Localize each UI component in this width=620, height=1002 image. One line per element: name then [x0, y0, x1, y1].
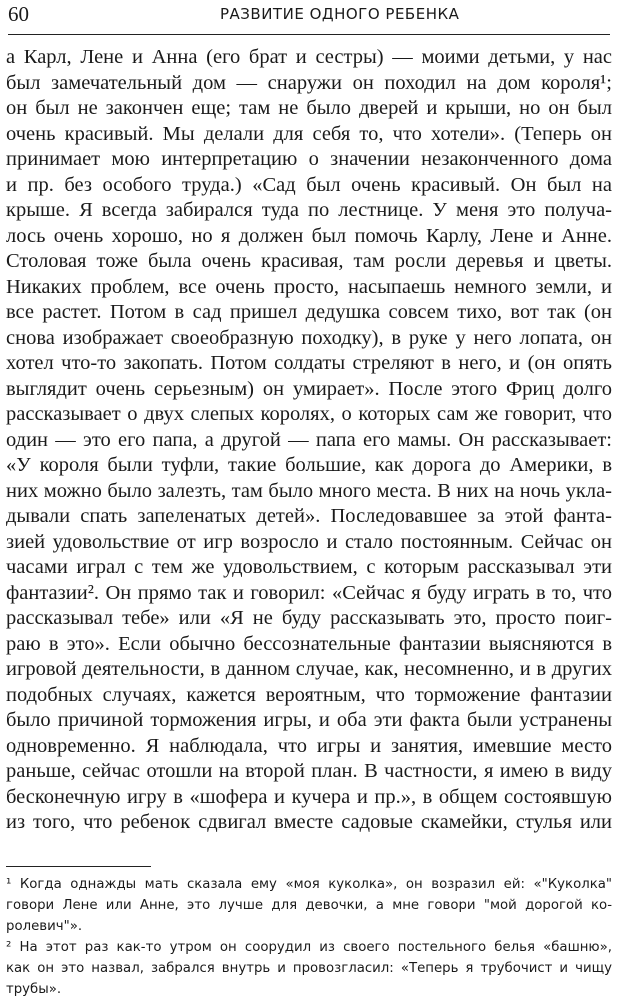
text-line: них можно было залезть, там было много места. В них на ночь укла-: [6, 479, 612, 502]
text-line: часами играл с тем же удовольствием, с которым рассказывал эти: [6, 556, 612, 578]
footnote-divider: [6, 866, 151, 867]
text-line: один — это его папа, а другой — папа его мамы. Он рассказывает:: [6, 428, 612, 451]
footnote-line: трубы».: [6, 982, 62, 997]
text-line: рассказывает о двух слепых королях, о которых сам же говорит, что: [6, 403, 612, 425]
text-line: был замечательный дом — снаружи он походил на дом короля¹;: [6, 71, 612, 94]
text-line: выглядит очень серьезным) он умирает». После этого Фриц долго: [6, 377, 612, 400]
footnote-line: ¹ Когда однажды мать сказала ему «моя куколка», он возразил ей: «"Куколка": [6, 877, 612, 892]
text-line: лось очень хорошо, но я должен был помочь Карлу, Лене и Анне.: [6, 224, 612, 247]
text-line: игровой деятельности, в данном случае, как, несомненно, и в других: [6, 658, 612, 680]
text-line: зией удовольствие от игр возросло и стало постоянным. Сейчас он: [6, 530, 612, 553]
text-line: дывали спать запеленатых детей». Последовавшее за этой фанта-: [6, 505, 612, 527]
footnote-line: ² На этот раз как-то утром он соорудил из своего постельного белья «башню»,: [6, 940, 612, 955]
text-line: Никаких проблем, все очень просто, насыпаешь немного земли, и: [6, 275, 612, 298]
text-line: одновременно. Я наблюдала, что игры и занятия, имевшие место: [6, 734, 612, 757]
text-line: раю в это». Если обычно бессознательные фантазии выясняются в: [6, 632, 612, 655]
footnotes: [6, 874, 612, 1000]
text-line: Столовая тоже была очень красивая, там росли деревья и цветы.: [6, 250, 612, 272]
text-line: подобных случаях, кажется вероятным, что торможение фантазии: [6, 683, 612, 706]
footnote-line: ролевич"».: [6, 919, 83, 934]
text-line: а Карл, Лене и Анна (его брат и сестры) — моими детьми, у нас: [6, 46, 612, 68]
footnote-line: как он это назвал, забрался внутрь и провозгласил: «Теперь я трубочист и чищу: [6, 961, 612, 976]
main-text: [6, 45, 612, 836]
text-line: раньше, сейчас отошли на второй план. В частности, я имею в виду: [6, 760, 612, 782]
text-line: очень красивый. Мы делали для себя то, что хотели». (Теперь он: [6, 122, 612, 145]
text-line: бесконечную игру в «шофера и кучера и пр.», в общем состоявшую: [6, 785, 612, 808]
text-line: крыше. Я всегда забирался туда по лестнице. У меня это получа-: [6, 199, 612, 221]
running-header: [8, 0, 610, 35]
text-line: снова изображает своеобразную походку), в руке у него лопата, он: [6, 326, 612, 349]
text-line: фантазии². Он прямо так и говорил: «Сейчас я буду играть в то, что: [6, 581, 612, 604]
text-line: хотел что-то закопать. Потом солдаты стреляют в него, и (он опять: [6, 352, 612, 374]
text-line: рассказывал тебе» или «Я не буду рассказывать это, просто поиг-: [6, 607, 612, 629]
text-line: он был не закончен еще; там не было дверей и крыши, но он был: [6, 97, 612, 119]
text-line: «У короля были туфли, такие большие, как дорога до Америки, в: [6, 454, 612, 476]
text-line: и пр. без особого труда.) «Сад был очень красивый. Он был на: [6, 173, 612, 196]
running-title: РАЗВИТИЕ ОДНОГО РЕБЕНКА: [220, 5, 460, 23]
text-line: было причиной торможения игры, и оба эти факта были устранены: [6, 709, 612, 731]
footnote-line: говори Лене или Анне, это лучше для девочки, а мне говори "мой дорогой ко-: [6, 898, 612, 913]
text-line: принимает мою интерпретацию о значении незаконченного дома: [6, 148, 612, 170]
text-line: из того, что ребенок сдвигал вместе садовые скамейки, стулья или: [6, 811, 612, 833]
page-number: 60: [8, 2, 29, 26]
text-line: все растет. Потом в сад пришел дедушка совсем тихо, вот так (он: [6, 301, 612, 323]
